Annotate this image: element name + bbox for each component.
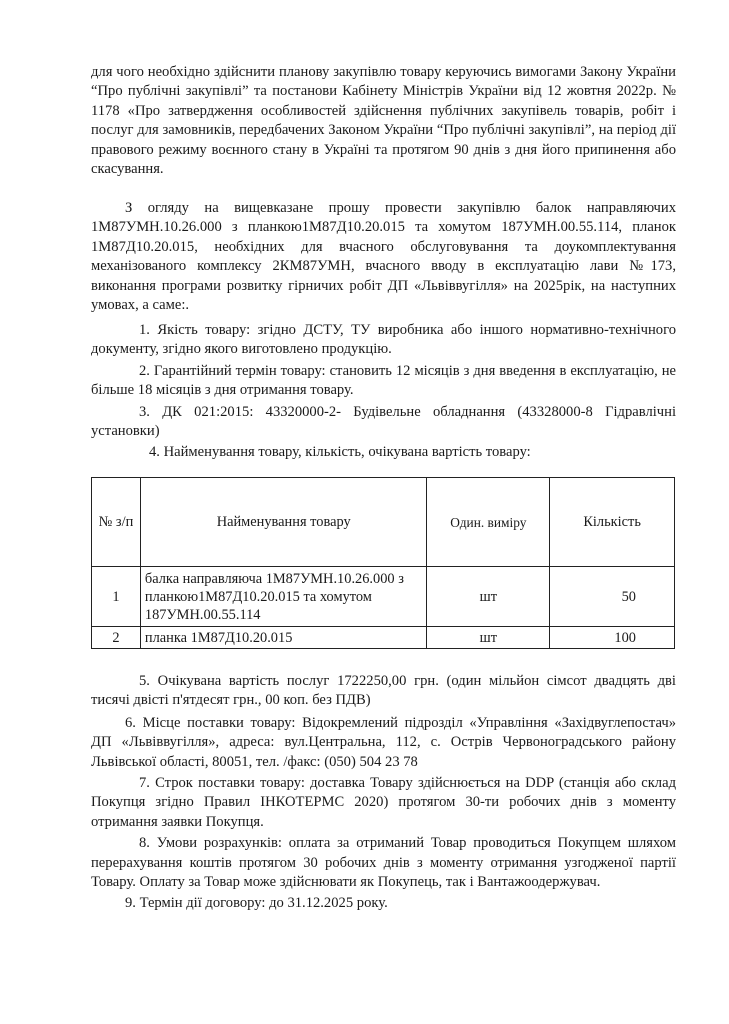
row-quantity: 50 <box>550 567 675 627</box>
header-name: Найменування товару <box>140 478 427 567</box>
row-unit: шт <box>427 567 550 627</box>
request-paragraph-block <box>91 199 676 315</box>
table-row <box>92 627 675 649</box>
row-quantity: 100 <box>550 627 675 649</box>
condition-item-8: 8. Умови розрахунків: оплата за отриманий Товар проводиться Покупцем шляхом перерахування коштів протягом 30 робочих днів з моменту отримання узгодженої партії Товару. Оплату за Товар може здійснювати як Покупець, так і Вантажоодержувач. <box>91 835 676 891</box>
table-header-row <box>92 478 675 567</box>
request-paragraph: З огляду на вищевказане прошу провести закупівлю балок направляючих 1М87УМН.10.26.000 з планкою1М87Д10.20.015 та хомутом 187УМН.00.55.114, планок 1М87Д10.20.015, необхідних для вчасного обслуговування та доукомплектування механізованого комплексу 2КМ87УМН, вчасного вводу в експлуатацію лави №173, виконання програми розвитку гірничих робіт ДП «Львіввугілля» на 2025рік, на наступних умовах, а саме:. <box>91 200 676 314</box>
header-unit: Один. виміру <box>427 478 550 567</box>
conditions-bottom-block <box>91 672 676 914</box>
condition-item-7: 7. Строк поставки товару: доставка Товару здійснюється на DDP (станція або склад Покупця згідно Правил ІНКОТЕРМС 2020) протягом 30-ти робочих днів з моменту отримання заявки Покупця. <box>91 775 676 830</box>
row-name: планка 1М87Д10.20.015 <box>140 627 427 649</box>
condition-item-6: 6. Місце поставки товару: Відокремлений підрозділ «Управління «Західвуглепостач» ДП «Львіввугілля», адреса: вул.Центральна, 112, с. Острів Червоноградського району Львівської області, 80051, тел. /факс: (050) 504 23 78 <box>91 714 676 770</box>
header-quantity: Кількість <box>550 478 675 567</box>
intro-paragraph-block <box>91 63 676 179</box>
condition-item-5: 5. Очікувана вартість послуг 1722250,00 грн. (один мільйон сімсот двадцять дві тисячі двісті п'ятдесят грн., 00 коп. без ПДВ) <box>91 673 676 709</box>
condition-item-1: 1. Якість товару: згідно ДСТУ, ТУ виробника або іншого нормативно-технічного документу, згідно якого виготовлено продукцію. <box>91 322 676 358</box>
row-unit: шт <box>427 627 550 649</box>
row-number: 1 <box>92 567 141 627</box>
condition-item-3: 3. ДК 021:2015: 43320000-2- Будівельне обладнання (43328000-8 Гідравлічні установки) <box>91 403 676 440</box>
row-number: 2 <box>92 627 141 649</box>
condition-item-2: 2. Гарантійний термін товару: становить 12 місяців з дня введення в експлуатацію, не більше 18 місяців з дня отримання товару. <box>91 362 676 399</box>
goods-table <box>91 477 675 649</box>
condition-item-4: 4. Найменування товару, кількість, очікувана вартість товару: <box>149 444 531 461</box>
row-name: балка направляюча 1М87УМН.10.26.000 з планкою1М87Д10.20.015 та хомутом 187УМН.00.55.114 <box>140 567 427 627</box>
conditions-top-block <box>91 321 676 463</box>
intro-paragraph: для чого необхідно здійснити планову закупівлю товару керуючись вимогами Закону України “Про публічні закупівлі” та постанови Кабінету Міністрів України від 12 жовтня 2022р. № 1178 «Про затвердження особливостей здійснення публічних закупівель товарів, робіт і послуг для замовників, передбачених Законом України “Про публічні закупівлі”, на період дії правового режиму воєнного стану в Україні та протягом 90 днів з дня його припинення або скасування. <box>91 64 676 178</box>
condition-item-9: 9. Термін дії договору: до 31.12.2025 року. <box>125 895 388 912</box>
table-row <box>92 567 675 627</box>
header-number: № з/п <box>92 478 141 567</box>
